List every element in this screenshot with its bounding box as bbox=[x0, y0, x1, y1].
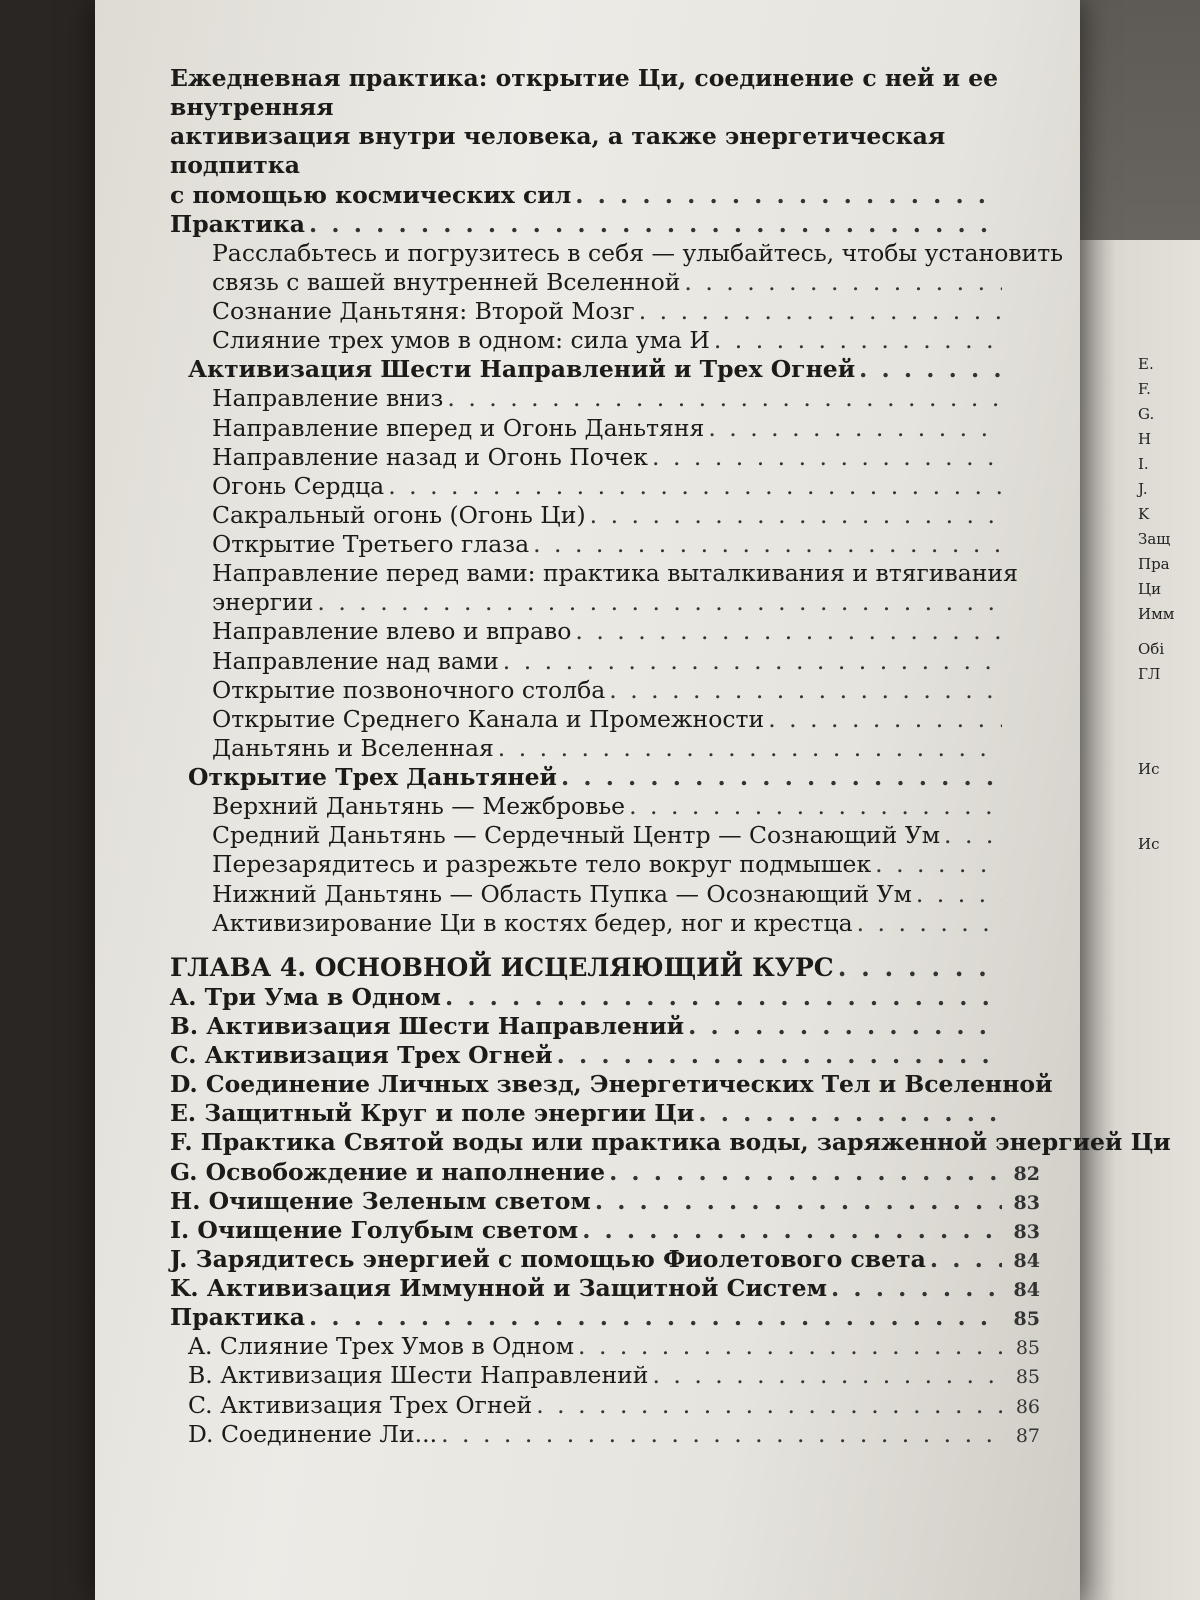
dot-leader bbox=[831, 1274, 1002, 1303]
toc-entry[interactable] bbox=[170, 734, 1040, 763]
toc-entry-page: 84 bbox=[1013, 1249, 1040, 1272]
toc-entry-title: Направление над вами bbox=[212, 646, 499, 675]
toc-entry[interactable] bbox=[170, 1245, 1040, 1274]
dot-leader bbox=[708, 414, 1002, 443]
dot-leader bbox=[930, 1245, 1002, 1274]
facing-page bbox=[1080, 240, 1200, 1600]
toc-entry-page: 85 bbox=[1015, 1337, 1040, 1360]
toc-entry-title: Активизирование Ци в костях бедер, ног и крестца bbox=[212, 908, 853, 937]
toc-section-header-line-1: Ежедневная практика: открытие Ци, соединение с ней и ее внутренняя bbox=[170, 64, 999, 122]
toc-entry-title: C. Активизация Трех Огней bbox=[188, 1390, 533, 1419]
facing-page-fragment: G. bbox=[1138, 405, 1155, 423]
toc-entry[interactable] bbox=[170, 850, 1040, 879]
toc-entry[interactable] bbox=[170, 1128, 1171, 1157]
dot-leader bbox=[684, 268, 1002, 297]
dot-leader bbox=[859, 355, 1002, 384]
toc-entry-title: энергии bbox=[212, 588, 314, 617]
toc-entry[interactable] bbox=[170, 676, 1040, 705]
facing-page-fragment: J. bbox=[1138, 480, 1148, 498]
facing-page-fragment: ГЛ bbox=[1138, 665, 1161, 683]
toc-entry-title: Направление вперед и Огонь Даньтяня bbox=[212, 413, 705, 442]
toc-entry[interactable] bbox=[170, 326, 1040, 355]
toc-entry[interactable] bbox=[170, 1099, 1040, 1128]
toc-entry-title: B. Активизация Шести Направлений bbox=[170, 1011, 685, 1040]
toc-entry[interactable] bbox=[170, 1420, 1040, 1449]
toc-entry-title: с помощью космических сил bbox=[170, 180, 572, 209]
dot-leader bbox=[441, 1420, 1002, 1449]
toc-entry-title: Слияние трех умов в одном: сила ума И bbox=[212, 326, 710, 355]
toc-entry[interactable] bbox=[170, 210, 1040, 239]
dot-leader bbox=[652, 443, 1002, 472]
toc-entry[interactable] bbox=[170, 1041, 1040, 1070]
dot-leader bbox=[609, 676, 1002, 705]
dot-leader bbox=[561, 763, 1002, 792]
toc-entry[interactable] bbox=[170, 1216, 1040, 1245]
toc-entry-title: Перезарядитесь и разрежьте тело вокруг подмышек bbox=[212, 850, 872, 879]
dot-leader bbox=[916, 880, 1002, 909]
toc-entry[interactable] bbox=[170, 559, 1040, 588]
toc-entry-title: A. Слияние Трех Умов в Одном bbox=[188, 1332, 574, 1361]
toc-entry[interactable] bbox=[170, 268, 1040, 297]
toc-entry[interactable] bbox=[170, 355, 1040, 384]
toc-entry[interactable] bbox=[170, 1158, 1040, 1187]
toc-entry-title: ГЛАВА 4. ОСНОВНОЙ ИСЦЕЛЯЮЩИЙ КУРС bbox=[170, 952, 834, 982]
dot-leader bbox=[590, 501, 1002, 530]
toc-entry[interactable] bbox=[170, 1070, 1053, 1099]
dot-leader bbox=[575, 181, 1002, 210]
dot-leader bbox=[445, 983, 1002, 1012]
toc-entry[interactable] bbox=[170, 1303, 1040, 1332]
toc-entry-title: C. Активизация Трех Огней bbox=[170, 1041, 553, 1069]
toc-entry-page: 87 bbox=[1015, 1424, 1040, 1447]
toc-entry-title: Практика bbox=[170, 209, 306, 238]
toc-entry-title: E. Защитный Круг и поле энергии Ци bbox=[170, 1099, 695, 1128]
toc-entry-title: Направление назад и Огонь Почек bbox=[212, 442, 648, 471]
dot-leader bbox=[768, 705, 1002, 734]
facing-page-fragment: I. bbox=[1138, 455, 1149, 473]
facing-page-fragment: H bbox=[1138, 430, 1152, 448]
toc-entry[interactable] bbox=[170, 238, 1064, 268]
facing-page-fragment: Ис bbox=[1138, 760, 1160, 778]
dot-leader bbox=[503, 647, 1002, 676]
toc-entry[interactable] bbox=[170, 443, 1040, 472]
facing-page-fragment: Имм bbox=[1138, 605, 1175, 623]
toc-entry-title: B. Активизация Шести Направлений bbox=[188, 1361, 649, 1390]
toc-entry-title: D. Соединение Ли... bbox=[188, 1419, 438, 1448]
toc-entry-title: Средний Даньтянь — Сердечный Центр — Сознающий Ум bbox=[212, 821, 941, 850]
dot-leader bbox=[536, 1391, 1002, 1420]
toc-entry-title: Сакральный огонь (Огонь Ци) bbox=[212, 500, 586, 529]
facing-page-fragment: Ис bbox=[1138, 835, 1160, 853]
dot-leader bbox=[639, 297, 1002, 326]
dot-leader bbox=[388, 472, 1002, 501]
dot-leader bbox=[309, 210, 1002, 239]
toc-entry[interactable] bbox=[170, 792, 1040, 821]
toc-entry[interactable] bbox=[170, 647, 1040, 676]
dot-leader bbox=[857, 909, 1002, 938]
toc-entry-title: G. Освобождение и наполнение bbox=[170, 1157, 606, 1186]
toc-entry-page: 85 bbox=[1013, 1308, 1040, 1331]
toc-entry-title: Сознание Даньтяня: Второй Мозг bbox=[212, 297, 635, 325]
toc-entry[interactable] bbox=[170, 909, 1040, 938]
toc-entry[interactable] bbox=[170, 530, 1040, 559]
facing-page-fragment: Обі bbox=[1138, 640, 1165, 658]
toc-entry-title: K. Активизация Иммунной и Защитной Систем bbox=[170, 1274, 828, 1302]
toc-entry-title: Верхний Даньтянь — Межбровье bbox=[212, 792, 626, 821]
toc-entry[interactable] bbox=[170, 763, 1040, 792]
toc-entry-title: Открытие Среднего Канала и Промежности bbox=[212, 704, 765, 733]
toc-entry[interactable] bbox=[170, 297, 1040, 326]
facing-page-fragment: K bbox=[1138, 505, 1150, 523]
toc-entry-title: Открытие Трех Даньтяней bbox=[188, 763, 557, 791]
dot-leader bbox=[578, 1332, 1002, 1361]
dot-leader bbox=[582, 1216, 1002, 1245]
dot-leader bbox=[595, 1187, 1002, 1216]
toc-entry-title: Направление перед вами: практика выталкивания и втягивания bbox=[212, 559, 1018, 588]
toc-entry-title: J. Зарядитесь энергией с помощью Фиолетового света bbox=[170, 1244, 926, 1273]
toc-entry[interactable] bbox=[170, 501, 1040, 530]
toc-entry-title: A. Три Ума в Одном bbox=[170, 982, 441, 1011]
dot-leader bbox=[447, 384, 1002, 413]
toc-entry-title: связь с вашей внутренней Вселенной bbox=[212, 267, 681, 296]
chapter-heading[interactable] bbox=[170, 952, 1040, 983]
toc-entry-title: Открытие позвоночного столба bbox=[212, 675, 606, 704]
toc-entry-title: I. Очищение Голубым светом bbox=[170, 1215, 579, 1244]
toc-entry-title: D. Соединение Личных звезд, Энергетических Тел и Вселенной bbox=[170, 1070, 1053, 1099]
dot-leader bbox=[557, 1041, 1002, 1070]
dot-leader bbox=[309, 1303, 1002, 1332]
facing-page-fragment: F. bbox=[1138, 380, 1151, 398]
toc-entry[interactable] bbox=[170, 705, 1040, 734]
toc-entry-title: Нижний Даньтянь — Область Пупка — Осознающий Ум bbox=[212, 879, 912, 908]
toc-entry[interactable] bbox=[170, 384, 1040, 413]
toc-entry-title: Расслабьтесь и погрузитесь в себя — улыбайтесь, чтобы установить bbox=[212, 238, 1064, 267]
toc-entry-title: F. Практика Святой воды или практика воды, заряженной энергией Ци bbox=[170, 1128, 1171, 1157]
toc-entry[interactable] bbox=[170, 414, 1040, 443]
facing-page-fragment: Пра bbox=[1138, 555, 1170, 573]
toc-entry-title: Открытие Третьего глаза bbox=[212, 530, 530, 558]
toc-entry[interactable] bbox=[170, 983, 1040, 1012]
toc-entry-page: 82 bbox=[1013, 1162, 1040, 1185]
toc-entry-page: 84 bbox=[1013, 1279, 1040, 1301]
facing-page-fragment: Ци bbox=[1138, 580, 1162, 598]
toc-entry[interactable] bbox=[170, 588, 1040, 617]
toc-entry[interactable] bbox=[170, 472, 1040, 501]
toc-entry-title: Направление влево и вправо bbox=[212, 617, 572, 646]
dot-leader bbox=[688, 1012, 1002, 1041]
toc-entry[interactable] bbox=[170, 1391, 1040, 1420]
toc-entry[interactable] bbox=[170, 1187, 1040, 1216]
toc-entry[interactable] bbox=[170, 617, 1040, 646]
toc-entry-title: Даньтянь и Вселенная bbox=[212, 733, 494, 762]
dot-leader bbox=[875, 850, 1002, 879]
toc-entry[interactable] bbox=[170, 1012, 1040, 1041]
toc-entry-title: Активизация Шести Направлений и Трех Огней bbox=[188, 355, 856, 384]
toc-section-header-line-2: активизация внутри человека, а также энергетическая подпитка bbox=[170, 122, 946, 180]
toc-entry-page: 85 bbox=[1015, 1366, 1040, 1389]
toc-entry[interactable] bbox=[170, 1274, 1040, 1303]
toc-entry-title: Направление вниз bbox=[212, 384, 444, 413]
toc-entry-page: 83 bbox=[1013, 1191, 1040, 1214]
toc-entry-title: H. Очищение Зеленым светом bbox=[170, 1186, 591, 1215]
toc-entry-title: Практика bbox=[170, 1303, 306, 1332]
dot-leader bbox=[533, 530, 1002, 559]
facing-page-fragment: E. bbox=[1138, 355, 1154, 373]
dot-leader bbox=[698, 1099, 1002, 1128]
dot-leader bbox=[498, 734, 1002, 763]
dot-leader bbox=[838, 952, 1002, 983]
toc-entry-page: 86 bbox=[1015, 1395, 1040, 1418]
dot-leader bbox=[629, 792, 1002, 821]
toc-entry-page: 83 bbox=[1013, 1220, 1040, 1243]
toc-entry[interactable] bbox=[170, 1361, 1040, 1390]
dot-leader bbox=[944, 821, 1002, 850]
dot-leader bbox=[714, 326, 1002, 355]
dot-leader bbox=[609, 1158, 1002, 1187]
dot-leader bbox=[652, 1361, 1002, 1390]
toc-entry[interactable] bbox=[170, 821, 1040, 850]
dot-leader bbox=[317, 588, 1002, 617]
toc-entry[interactable] bbox=[170, 880, 1040, 909]
toc-entry[interactable] bbox=[170, 181, 1040, 210]
toc-entry[interactable] bbox=[170, 1332, 1040, 1361]
toc-entry-title: Огонь Сердца bbox=[212, 471, 385, 500]
dot-leader bbox=[575, 617, 1002, 646]
facing-page-fragment: Защ bbox=[1138, 530, 1171, 548]
